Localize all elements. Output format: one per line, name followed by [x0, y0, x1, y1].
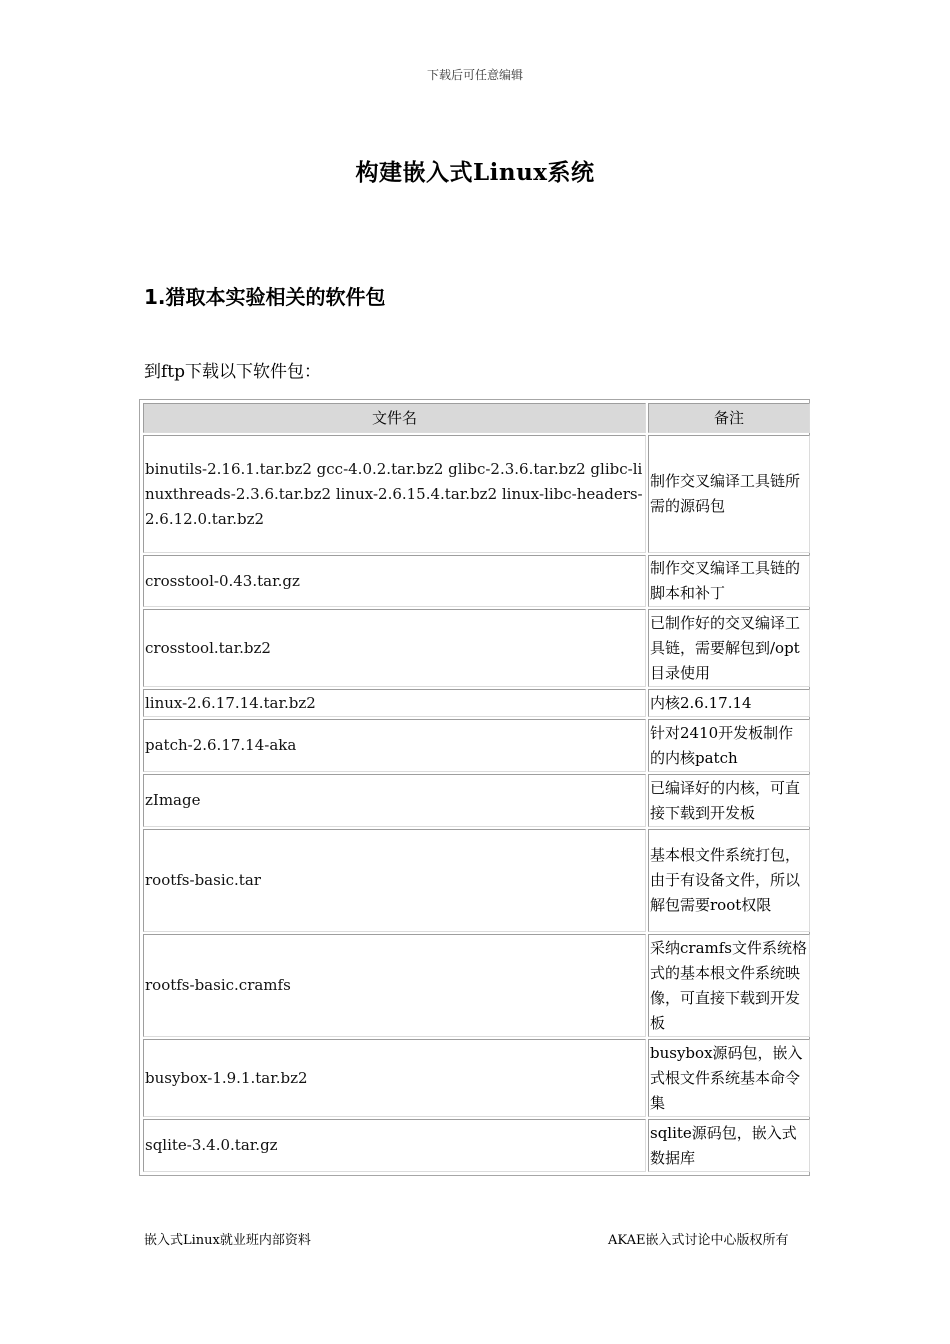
cell-filename: linux-2.6.17.14.tar.bz2 — [143, 689, 646, 717]
footer-right-text: AKAE嵌入式讨论中心版权所有 — [608, 1233, 789, 1248]
cell-filename: rootfs-basic.cramfs — [143, 934, 646, 1037]
cell-note: 基本根文件系统打包，由于有设备文件，所以解包需要root权限 — [648, 829, 810, 932]
table-row — [143, 719, 810, 772]
cell-note: 制作交叉编译工具链所需的源码包 — [648, 435, 810, 553]
table-row — [143, 1119, 810, 1172]
table-row — [143, 555, 810, 607]
column-header-note: 备注 — [648, 403, 810, 433]
table-row — [143, 829, 810, 932]
cell-filename: sqlite-3.4.0.tar.gz — [143, 1119, 646, 1172]
intro-text: 到ftp下载以下软件包： — [144, 362, 322, 382]
cell-note: 针对2410开发板制作的内核patch — [648, 719, 810, 772]
cell-note: 采纳cramfs文件系统格式的基本根文件系统映像，可直接下载到开发板 — [648, 934, 810, 1037]
table-row — [143, 609, 810, 687]
table-row — [143, 934, 810, 1037]
header-note: 下载后可任意编辑 — [426, 68, 523, 82]
cell-filename: crosstool-0.43.tar.gz — [143, 555, 646, 607]
section-heading: 1.猎取本实验相关的软件包 — [144, 285, 386, 309]
table-row — [143, 774, 810, 827]
table-row — [143, 435, 810, 553]
cell-note: 制作交叉编译工具链的脚本和补丁 — [648, 555, 810, 607]
table-row — [143, 1039, 810, 1117]
cell-filename: busybox-1.9.1.tar.bz2 — [143, 1039, 646, 1117]
cell-note: busybox源码包，嵌入式根文件系统基本命令集 — [648, 1039, 810, 1117]
table-row — [143, 689, 810, 717]
cell-filename: patch-2.6.17.14-aka — [143, 719, 646, 772]
cell-filename: crosstool.tar.bz2 — [143, 609, 646, 687]
cell-note: sqlite源码包，嵌入式数据库 — [648, 1119, 810, 1172]
software-package-table — [139, 399, 810, 1176]
footer-left-text: 嵌入式Linux就业班内部资料 — [144, 1233, 311, 1248]
cell-filename: zImage — [143, 774, 646, 827]
package-table — [141, 401, 812, 1174]
document-title: 构建嵌入式Linux系统 — [355, 159, 595, 186]
cell-filename: rootfs-basic.tar — [143, 829, 646, 932]
cell-filename: binutils-2.16.1.tar.bz2 gcc-4.0.2.tar.bz2 glibc-2.3.6.tar.bz2 glibc-linuxthreads-2.3.6.tar.bz2 linux-2.6.15.4.tar.bz2 linux-libc-headers-2.6.12.0.tar.bz2 — [143, 435, 646, 553]
table-header-row — [143, 403, 810, 433]
cell-note: 已制作好的交叉编译工具链，需要解包到/opt目录使用 — [648, 609, 810, 687]
column-header-filename: 文件名 — [143, 403, 646, 433]
cell-note: 已编译好的内核，可直接下载到开发板 — [648, 774, 810, 827]
cell-note: 内核2.6.17.14 — [648, 689, 810, 717]
